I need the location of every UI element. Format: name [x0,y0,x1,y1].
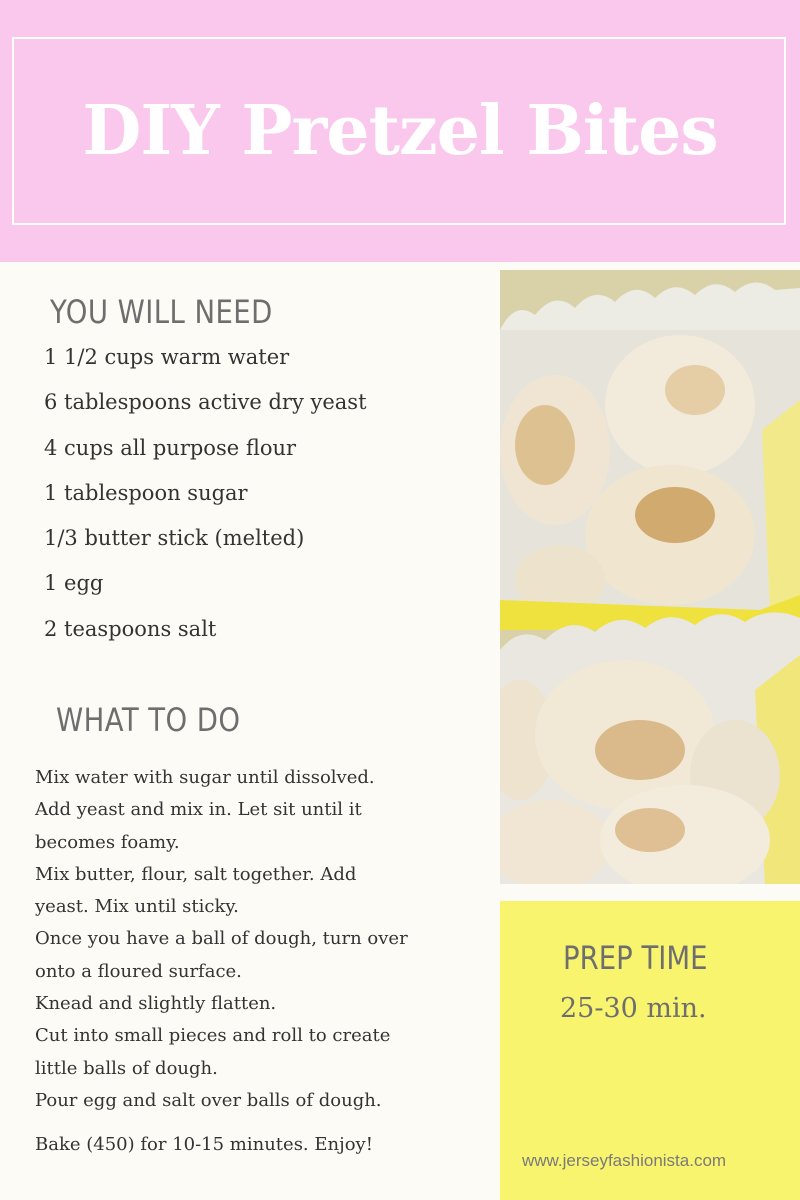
prep-time-label: PREP TIME [563,939,708,977]
instruction-line: Mix water with sugar until dissolved. [35,767,375,788]
what-to-do-heading: WHAT TO DO [56,701,241,739]
pretzel-bites-photo [500,270,800,884]
ingredient-item: 6 tablespoons active dry yeast [44,390,367,415]
instruction-line: Knead and slightly flatten. [35,993,277,1015]
prep-time-box [500,901,800,1200]
ingredient-list [44,338,367,655]
instruction-line: yeast. Mix until sticky. [35,896,239,918]
instruction-line: becomes foamy. [35,831,180,853]
instructions [35,762,485,1117]
ingredient-item: 1/3 butter stick (melted) [44,526,305,551]
instruction-line: Add yeast and mix in. Let sit until it [35,799,362,821]
you-will-need-heading: YOU WILL NEED [50,293,273,331]
header-banner [0,0,800,262]
ingredient-item: 1 tablespoon sugar [44,480,248,505]
ingredient-item: 1 1/2 cups warm water [44,345,290,369]
ingredient-item: 1 egg [44,571,104,596]
ingredient-item: 4 cups all purpose flour [44,435,297,460]
instruction-line: little balls of dough. [35,1057,218,1079]
bake-instruction: Bake (450) for 10-15 minutes. Enjoy! [35,1134,373,1155]
instruction-line: onto a floured surface. [35,960,242,982]
instruction-line: Once you have a ball of dough, turn over [35,928,408,950]
ingredient-item: 2 teaspoons salt [44,616,217,641]
instruction-line: Cut into small pieces and roll to create [35,1025,391,1047]
instruction-line: Pour egg and salt over balls of dough. [35,1089,382,1111]
prep-time-value: 25-30 min. [560,993,707,1024]
instruction-line: Mix butter, flour, salt together. Add [35,863,357,885]
website-link[interactable]: www.jerseyfashionista.com [522,1151,727,1170]
page-title: DIY Pretzel Bites [82,91,718,171]
